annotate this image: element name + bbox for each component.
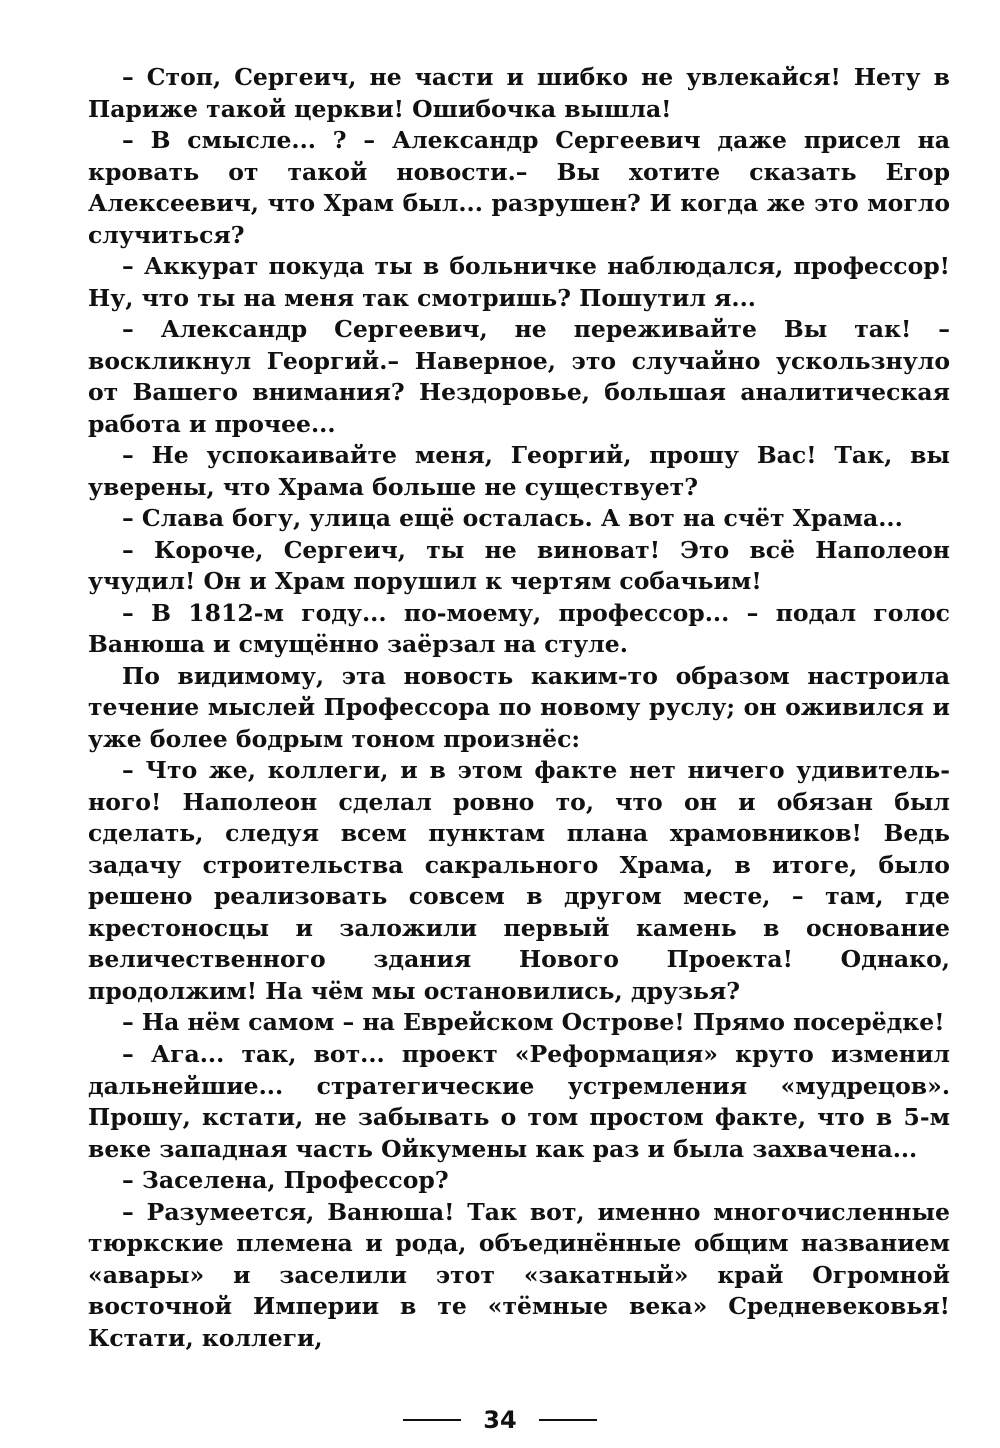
page-number: 34 [483,1406,517,1434]
paragraph: – Что же, коллеги, и в этом факте нет ничего удивительного! Наполеон сделал ровно то, что он и обязан был сделать, следуя всем пунктам плана храмовников! Ведь задачу строительства сакрального Храма, в итоге, было решено реализовать совсем в другом месте, – там, где крестоносцы и заложили первый камень в основание величественного здания Нового Проекта! Однако, продолжим! На чём мы остановились, друзья? [88,756,950,1005]
paragraph: – Заселена, Профессор? [122,1166,449,1195]
paragraph: – Короче, Сергеич, ты не виноват! Это всё Наполеон учудил! Он и Храм порушил к чертям собачьим! [88,535,950,596]
paragraph: – В 1812-м году... по-моему, профессор... – подал голос Ванюша и смущённо заёрзал на стуле. [88,598,950,659]
paragraph: – Аккурат покуда ты в больничке наблюдался, профессор! Ну, что ты на меня так смотришь? Пошутил я... [88,252,950,312]
paragraph: – На нём самом – на Еврейском Острове! Прямо посерёдке! [122,1008,945,1037]
paragraph: – Александр Сергеевич, не переживайте Вы так! – воскликнул Георгий.– Наверное, это случайно ускользнуло от Вашего внимания? Нездоровье, большая аналитическая работа и прочее... [88,315,950,438]
footer-rule-left [403,1419,461,1421]
page-body [88,62,950,1354]
paragraph: – Слава богу, улица ещё осталась. А вот на счёт Храма... [122,504,903,533]
paragraph: – В смысле... ? – Александр Сергеевич даже присел на кровать от такой новости.– Вы хотите сказать Егор Алексеевич, что Храм был... разрушен? И когда же это могло случиться? [88,126,950,249]
paragraph: – Разумеется, Ванюша! Так вот, именно многочисленные тюркские племена и рода, объединённые общим названием «авары» и заселили этот «закатный» край Огромной восточной Империи в те «тёмные века» Средневековья! Кстати, коллеги, [88,1197,950,1352]
page-footer [0,1400,1000,1440]
paragraph: – Ага... так, вот... проект «Реформация» круто изменил дальнейшие... стратегические устремления «мудрецов». Прошу, кстати, не забывать о том простом факте, что в 5-м веке западная часть Ойкумены как раз и была захвачена... [88,1039,950,1163]
footer-rule-right [539,1419,597,1421]
paragraph: – Не успокаивайте меня, Георгий, прошу Вас! Так, вы уверены, что Храма больше не существует? [88,441,950,501]
paragraph: – Стоп, Сергеич, не части и шибко не увлекайся! Нету в Париже такой церкви! Ошибочка вышла! [88,63,950,123]
paragraph: По видимому, эта новость каким-то образом настроила течение мыслей Профессора по новому руслу; он оживился и уже более бодрым тоном произнёс: [88,661,950,753]
